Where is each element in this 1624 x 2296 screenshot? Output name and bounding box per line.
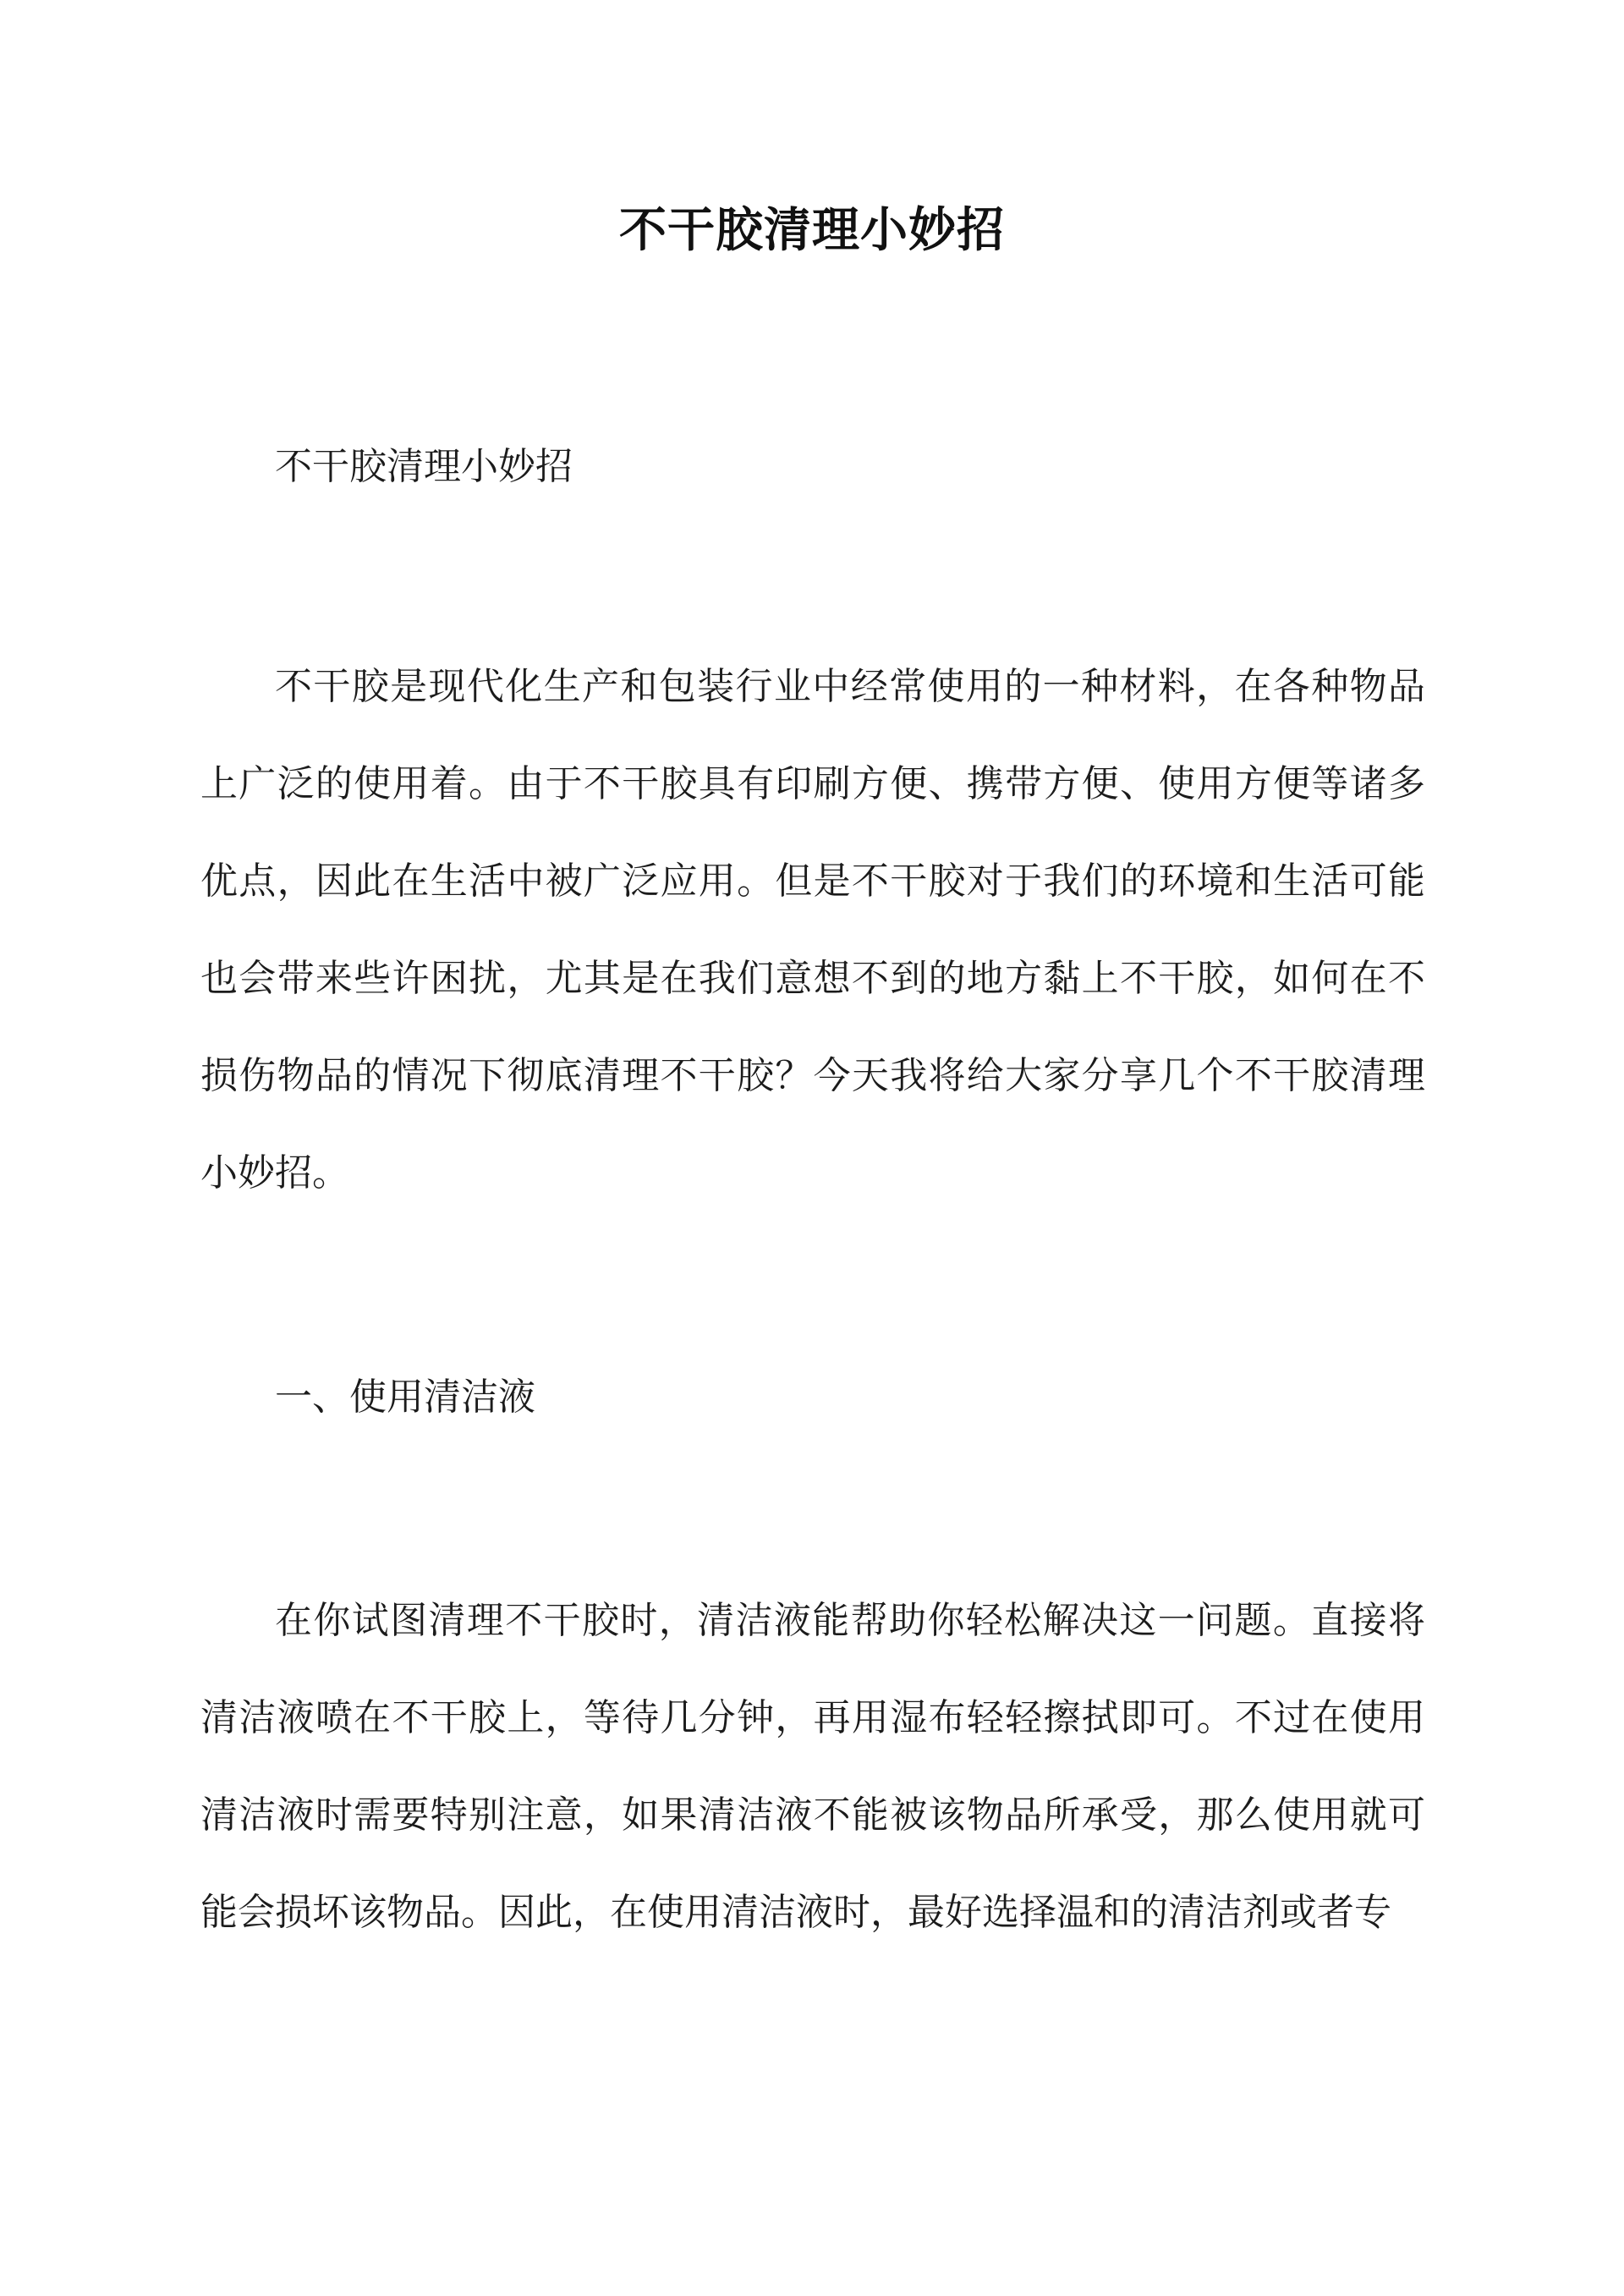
intro-paragraph: 不干胶是现代化生产和包装行业中经常使用的一种材料，在各种物品上广泛的使用着。由于不干胶具有印刷方便、携带方便、使用方便等诸多优点，因此在生活中被广泛应用。但是不干胶对于我们的环境和生活可能也会带来些许困扰，尤其是在我们意想不到的地方黏上不干胶，如何在不损伤物品的情况下彻底清理不干胶？今天我将给大家分享几个不干胶清理小妙招。 <box>200 665 1425 1195</box>
section-paragraph: 在你试图清理不干胶时，清洁液能帮助你轻松解决这一问题。直接将清洁液喷在不干胶上，等待几分钟，再用湿布轻轻擦拭即可。不过在使用清洁液时需要特别注意，如果清洁液不能被该物品所承受，那么使用就可能会损坏该物品。因此，在使用清洁液时，最好选择温和的清洁剂或者专 <box>200 1599 1425 1934</box>
document-subtitle: 不干胶清理小妙招 <box>275 445 573 488</box>
section-heading: 一、使用清洁液 <box>275 1376 535 1419</box>
document-title: 不干胶清理小妙招 <box>619 202 1005 258</box>
